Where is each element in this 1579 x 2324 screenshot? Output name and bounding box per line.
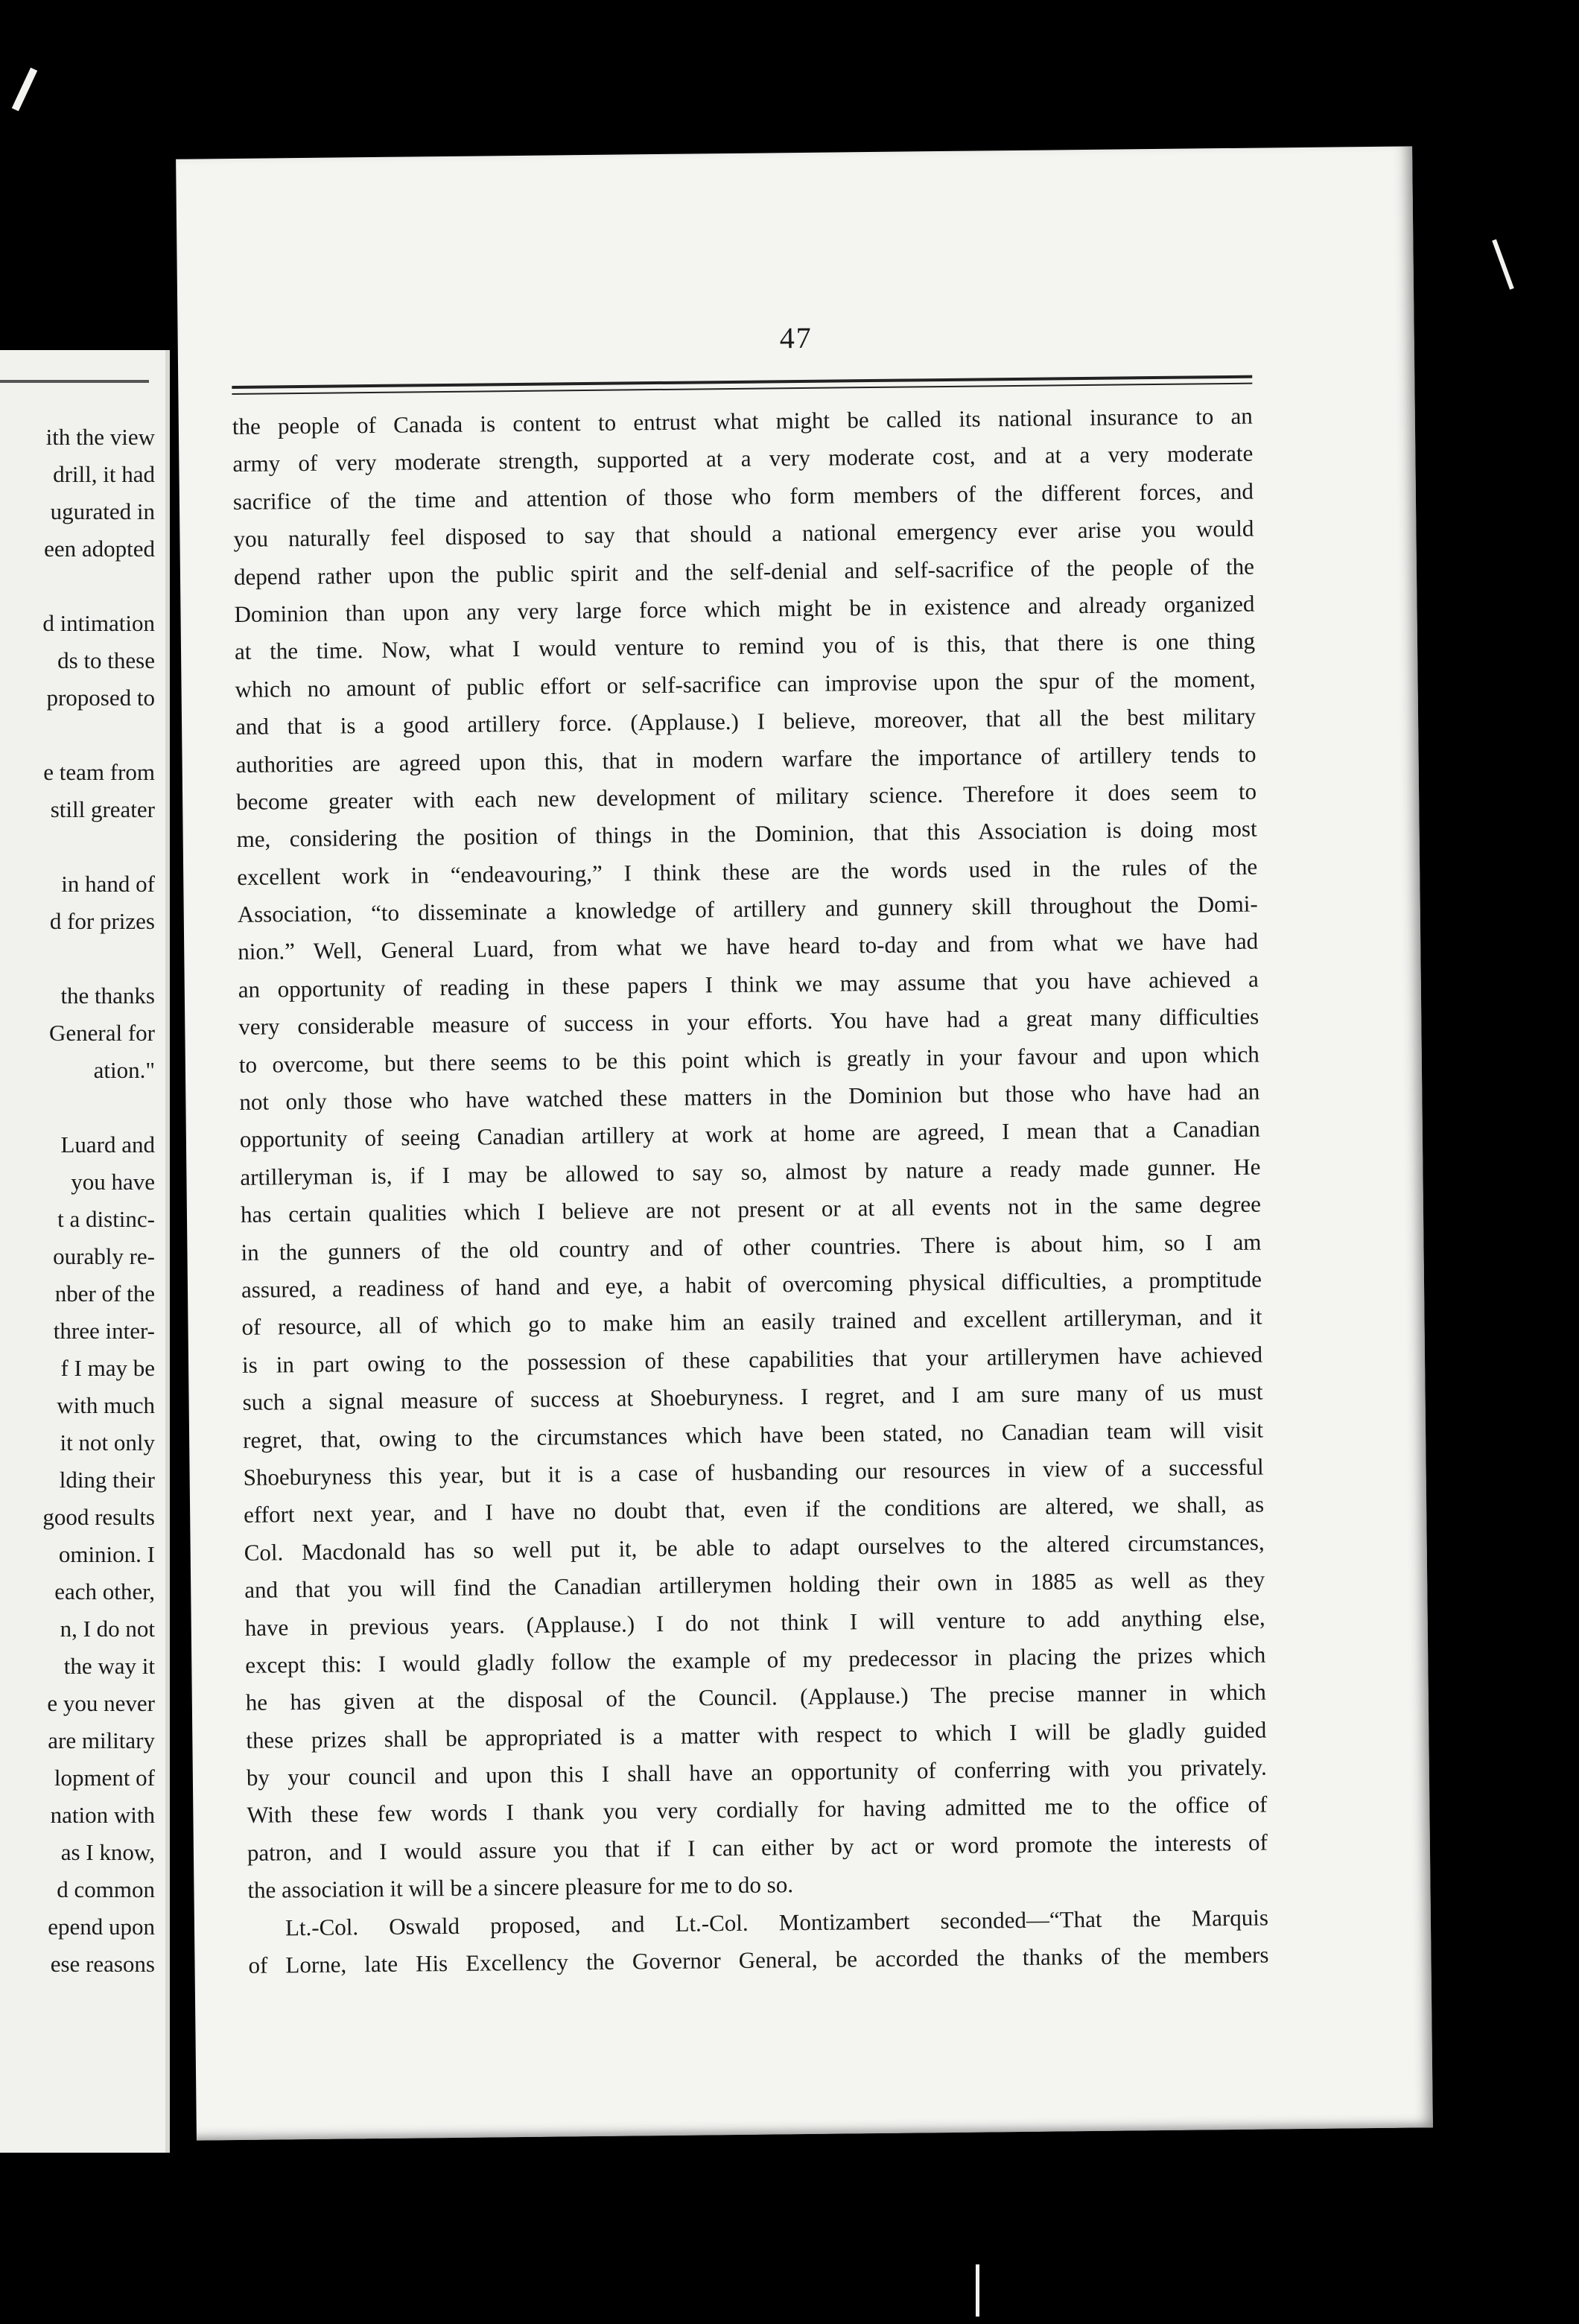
previous-page-line: nation with [50, 1802, 155, 1828]
text-line: in the gunners of the old country and of other countries. There is about him, so I am [241, 1228, 1262, 1266]
previous-page-line: ominion. I [58, 1541, 155, 1567]
previous-page-line: lopment of [54, 1765, 155, 1791]
previous-page-line: each other, [54, 1578, 155, 1604]
scan-mark [12, 68, 37, 112]
previous-page-line: e team from [43, 759, 155, 785]
previous-page-line: d intimation [42, 610, 155, 636]
text-line: of Lorne, late His Excellency the Governor General, be accorded the thanks of the members [248, 1941, 1269, 1978]
text-line: such a signal measure of success at Shoeburyness. I regret, and I am sure many of us must [242, 1378, 1263, 1416]
text-line: which no amount of public effort or self-sacrifice can improvise upon the spur of the moment, [235, 665, 1256, 702]
text-line: artilleryman is, if I may be allowed to say so, almost by nature a ready made gunner. He [240, 1153, 1261, 1190]
text-line: nion.” Well, General Luard, from what we have heard to-day and from what we have had [238, 928, 1259, 965]
previous-page-line [42, 1089, 155, 1126]
previous-page-line: it not only [60, 1429, 155, 1455]
text-line: excellent work in “endeavouring,” I think these are the words used in the rules of the [237, 853, 1258, 890]
body-text [232, 398, 1269, 1985]
text-line: not only those who have watched these matters in the Dominion but those who have had an [239, 1078, 1260, 1115]
text-line: these prizes shall be appropriated is a matter with respect to which I will be gladly guided [246, 1716, 1267, 1753]
text-line: Shoeburyness this year, but it is a case of husbanding our resources in view of a successful [243, 1453, 1264, 1490]
previous-page-line: ith the view [45, 424, 155, 450]
text-line: and that you will find the Canadian artillerymen holding their own in 1885 as well as they [244, 1566, 1265, 1604]
motion-paragraph [248, 1899, 1269, 1984]
previous-page-line: e you never [47, 1690, 155, 1716]
text-line: army of very moderate strength, supported at a very moderate cost, and at a very moderate [232, 440, 1254, 477]
scan-mark [1492, 239, 1514, 290]
previous-page-line: ation." [93, 1057, 155, 1083]
previous-page-line: three inter- [53, 1318, 155, 1344]
text-line: become greater with each new development of military science. Therefore it does seem to [235, 778, 1257, 815]
previous-page-line [42, 940, 155, 977]
previous-page-line: drill, it had [53, 461, 155, 487]
text-line: sacrifice of the time and attention of those who form members of the different forces, and [232, 477, 1254, 515]
page-number: 47 [779, 320, 813, 355]
previous-page-line [42, 828, 155, 866]
text-line: has certain qualities which I believe are not present or at all events not in the same degree [240, 1190, 1262, 1228]
text-line: Association, “to disseminate a knowledge of artillery and gunnery skill throughout the Domi- [237, 890, 1258, 928]
page [176, 146, 1433, 2140]
previous-page-line: proposed to [46, 685, 155, 711]
previous-page-line: n, I do not [60, 1616, 155, 1642]
previous-page-line: the thanks [60, 982, 155, 1009]
speech-paragraph [232, 398, 1268, 1910]
previous-page-line: ds to these [57, 647, 155, 673]
previous-page-line: d common [57, 1876, 155, 1902]
text-line: very considerable measure of success in your efforts. You have had a great many difficulties [238, 1003, 1259, 1041]
previous-page-line: you have [71, 1169, 155, 1195]
text-line: an opportunity of reading in these papers I think we may assume that you have achieved a [238, 965, 1259, 1003]
scan-mark [976, 2264, 979, 2317]
text-line: you naturally feel disposed to say that should a national emergency ever arise you would [233, 515, 1254, 553]
previous-page-line: as I know, [60, 1839, 155, 1865]
text-line: authorities are agreed upon this, that in modern warfare the importance of artillery tends to [235, 740, 1256, 778]
previous-page-line: d for prizes [49, 908, 155, 934]
previous-page-line: lding their [59, 1467, 155, 1493]
text-line: at the time. Now, what I would venture to remind you of is this, that there is one thing [234, 627, 1256, 665]
previous-page-rule [0, 380, 149, 383]
previous-page-line: are military [48, 1727, 155, 1753]
previous-page-line: with much [57, 1392, 155, 1418]
text-line: effort next year, and I have no doubt that, even if the conditions are altered, we shall, as [243, 1490, 1265, 1528]
text-line: opportunity of seeing Canadian artillery at work at home are agreed, I mean that a Canadian [239, 1116, 1261, 1153]
text-line: me, considering the position of things in the Dominion, that this Association is doing most [236, 815, 1257, 853]
previous-page-line: t a distinc- [57, 1206, 155, 1232]
text-line: depend rather upon the public spirit and the self-denial and self-sacrifice of the people of the [233, 553, 1255, 590]
previous-page-line: good results [42, 1504, 155, 1530]
text-line: he has given at the disposal of the Council. (Applause.) The precise manner in which [245, 1678, 1266, 1716]
previous-page-line: ourably re- [53, 1243, 155, 1269]
text-line: assured, a readiness of hand and eye, a habit of overcoming physical difficulties, a promptitude [241, 1266, 1262, 1303]
text-line: Lt.-Col. Oswald proposed, and Lt.-Col. Montizambert seconded—“That the Marquis [285, 1904, 1269, 1940]
text-line: of resource, all of which go to make him an easily trained and excellent artilleryman, and it [241, 1303, 1262, 1341]
previous-page-line: ugurated in [50, 498, 155, 524]
previous-page-fragment [0, 350, 170, 2153]
previous-page-line: f I may be [60, 1355, 155, 1381]
text-line: except this: I would gladly follow the example of my predecessor in placing the prizes which [245, 1641, 1266, 1678]
previous-page-line: Luard and [60, 1131, 155, 1158]
text-line: and that is a good artillery force. (Applause.) I believe, moreover, that all the best military [235, 702, 1256, 740]
text-line: have in previous years. (Applause.) I do not think I will venture to add anything else, [244, 1604, 1265, 1641]
text-line: With these few words I thank you very cordially for having admitted me to the office of [247, 1791, 1268, 1829]
text-line: patron, and I would assure you that if I can either by act or word promote the interests of [247, 1829, 1268, 1866]
previous-page-line [42, 568, 155, 605]
previous-page-line: epend upon [48, 1914, 155, 1940]
text-line: the people of Canada is content to entrust what might be called its national insurance to an [232, 402, 1253, 439]
previous-page-line: General for [49, 1020, 155, 1046]
previous-page-line [42, 717, 155, 754]
text-line: regret, that, owing to the circumstances which have been stated, no Canadian team will visit [242, 1416, 1264, 1453]
previous-page-line: still greater [50, 796, 155, 822]
previous-page-line: een adopted [44, 536, 155, 562]
previous-page-line: ese reasons [50, 1951, 155, 1977]
previous-page-line: nber of the [54, 1280, 155, 1307]
text-line: to overcome, but there seems to be this point which is greatly in your favour and upon which [238, 1041, 1259, 1078]
text-line: the association it will be a sincere pleasure for me to do so. [247, 1871, 794, 1904]
text-line: Dominion than upon any very large force which might be in existence and already organized [234, 590, 1255, 627]
previous-page-line: in hand of [61, 871, 155, 897]
previous-page-text [42, 419, 155, 1983]
previous-page-line: the way it [63, 1653, 155, 1679]
text-line: by your council and upon this I shall have an opportunity of conferring with you privately. [246, 1753, 1267, 1791]
header-rule [232, 375, 1252, 389]
text-line: Col. Macdonald has so well put it, be able to adapt ourselves to the altered circumstances, [244, 1528, 1265, 1566]
text-line: is in part owing to the possession of these capabilities that your artillerymen have achieved [241, 1341, 1263, 1378]
